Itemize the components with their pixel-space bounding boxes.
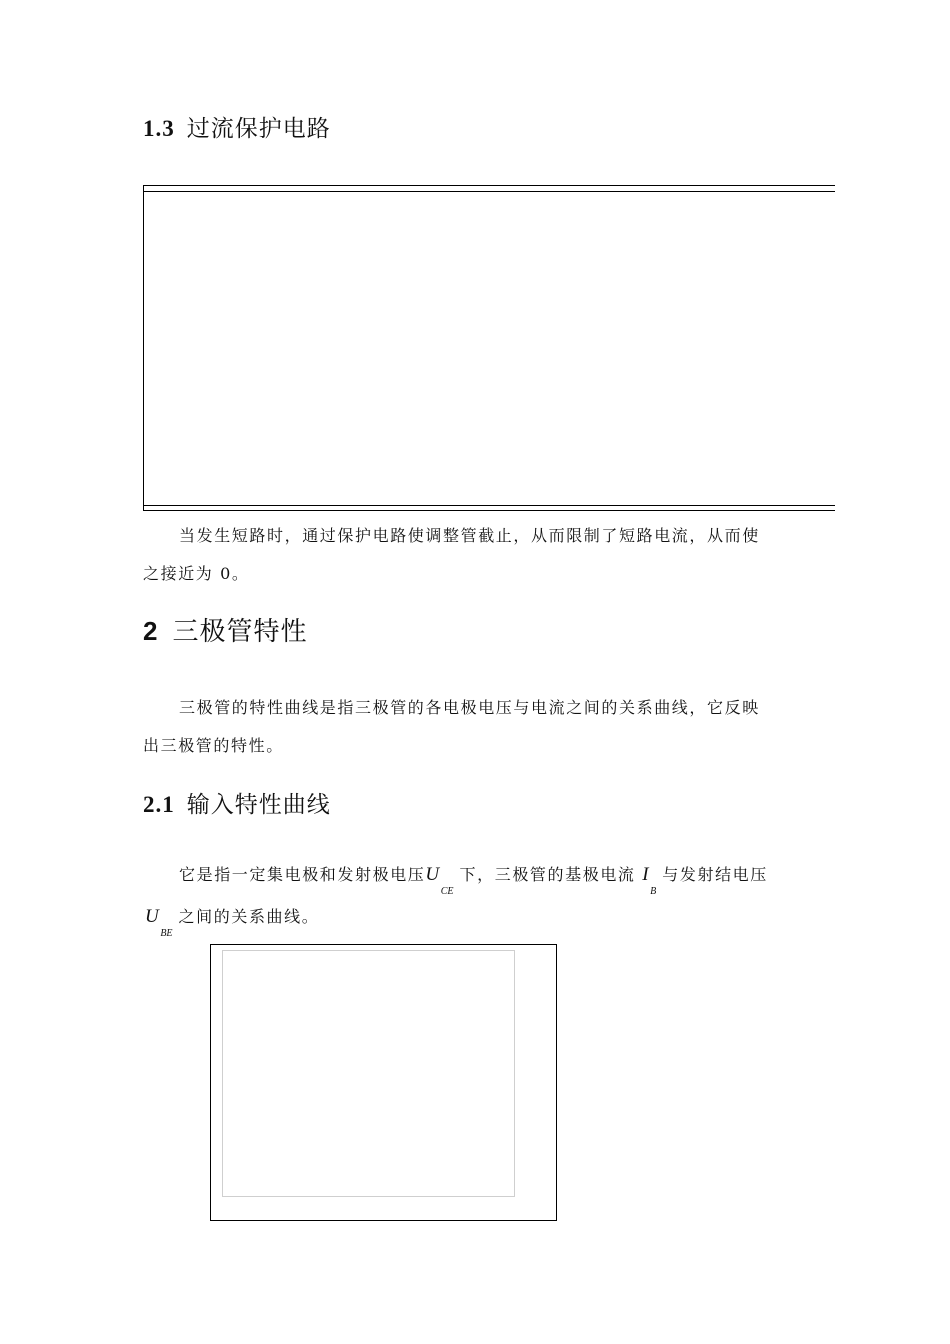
paragraph-short-circuit-line-2: 之接近为 0。	[143, 564, 250, 583]
text-segment: 它是指一定集电极和发射极电压	[179, 865, 426, 884]
subscript-be: BE	[160, 928, 173, 939]
paragraph-short-circuit-line-1: 当发生短路时，通过保护电路使调整管截止，从而限制了短路电流，从而使	[179, 526, 760, 545]
circuit-figure-frame	[143, 185, 835, 511]
input-curve-figure-inner-frame	[222, 950, 515, 1197]
section-heading-1-3	[143, 110, 331, 143]
symbol-i: I	[642, 864, 651, 885]
text-segment: 下，三极管的基极电流	[459, 865, 636, 884]
circuit-figure-inner-frame	[144, 191, 835, 506]
section-title: 过流保护电路	[186, 116, 331, 142]
text-segment: 之间的关系曲线。	[178, 907, 320, 926]
symbol-u: U	[425, 864, 441, 885]
symbol-u: U	[145, 906, 161, 927]
subscript-ce: CE	[440, 886, 454, 897]
section-number: 2	[143, 616, 159, 646]
text-segment: 与发射结电压	[662, 865, 768, 884]
section-title: 输入特性曲线	[186, 792, 331, 818]
section-number: 1.3	[143, 116, 175, 141]
paragraph-input-curve-line-2	[145, 904, 320, 939]
input-curve-figure-frame	[210, 944, 557, 1221]
paragraph-triode-line-1: 三极管的特性曲线是指三极管的各电极电压与电流之间的关系曲线，它反映	[179, 698, 760, 717]
section-heading-2	[143, 611, 307, 648]
section-title: 三极管特性	[172, 617, 308, 647]
subscript-b: B	[650, 886, 657, 897]
section-number: 2.1	[143, 792, 175, 817]
paragraph-input-curve-line-1	[179, 862, 768, 897]
section-heading-2-1	[143, 786, 331, 819]
paragraph-triode-line-2: 出三极管的特性。	[143, 736, 284, 755]
